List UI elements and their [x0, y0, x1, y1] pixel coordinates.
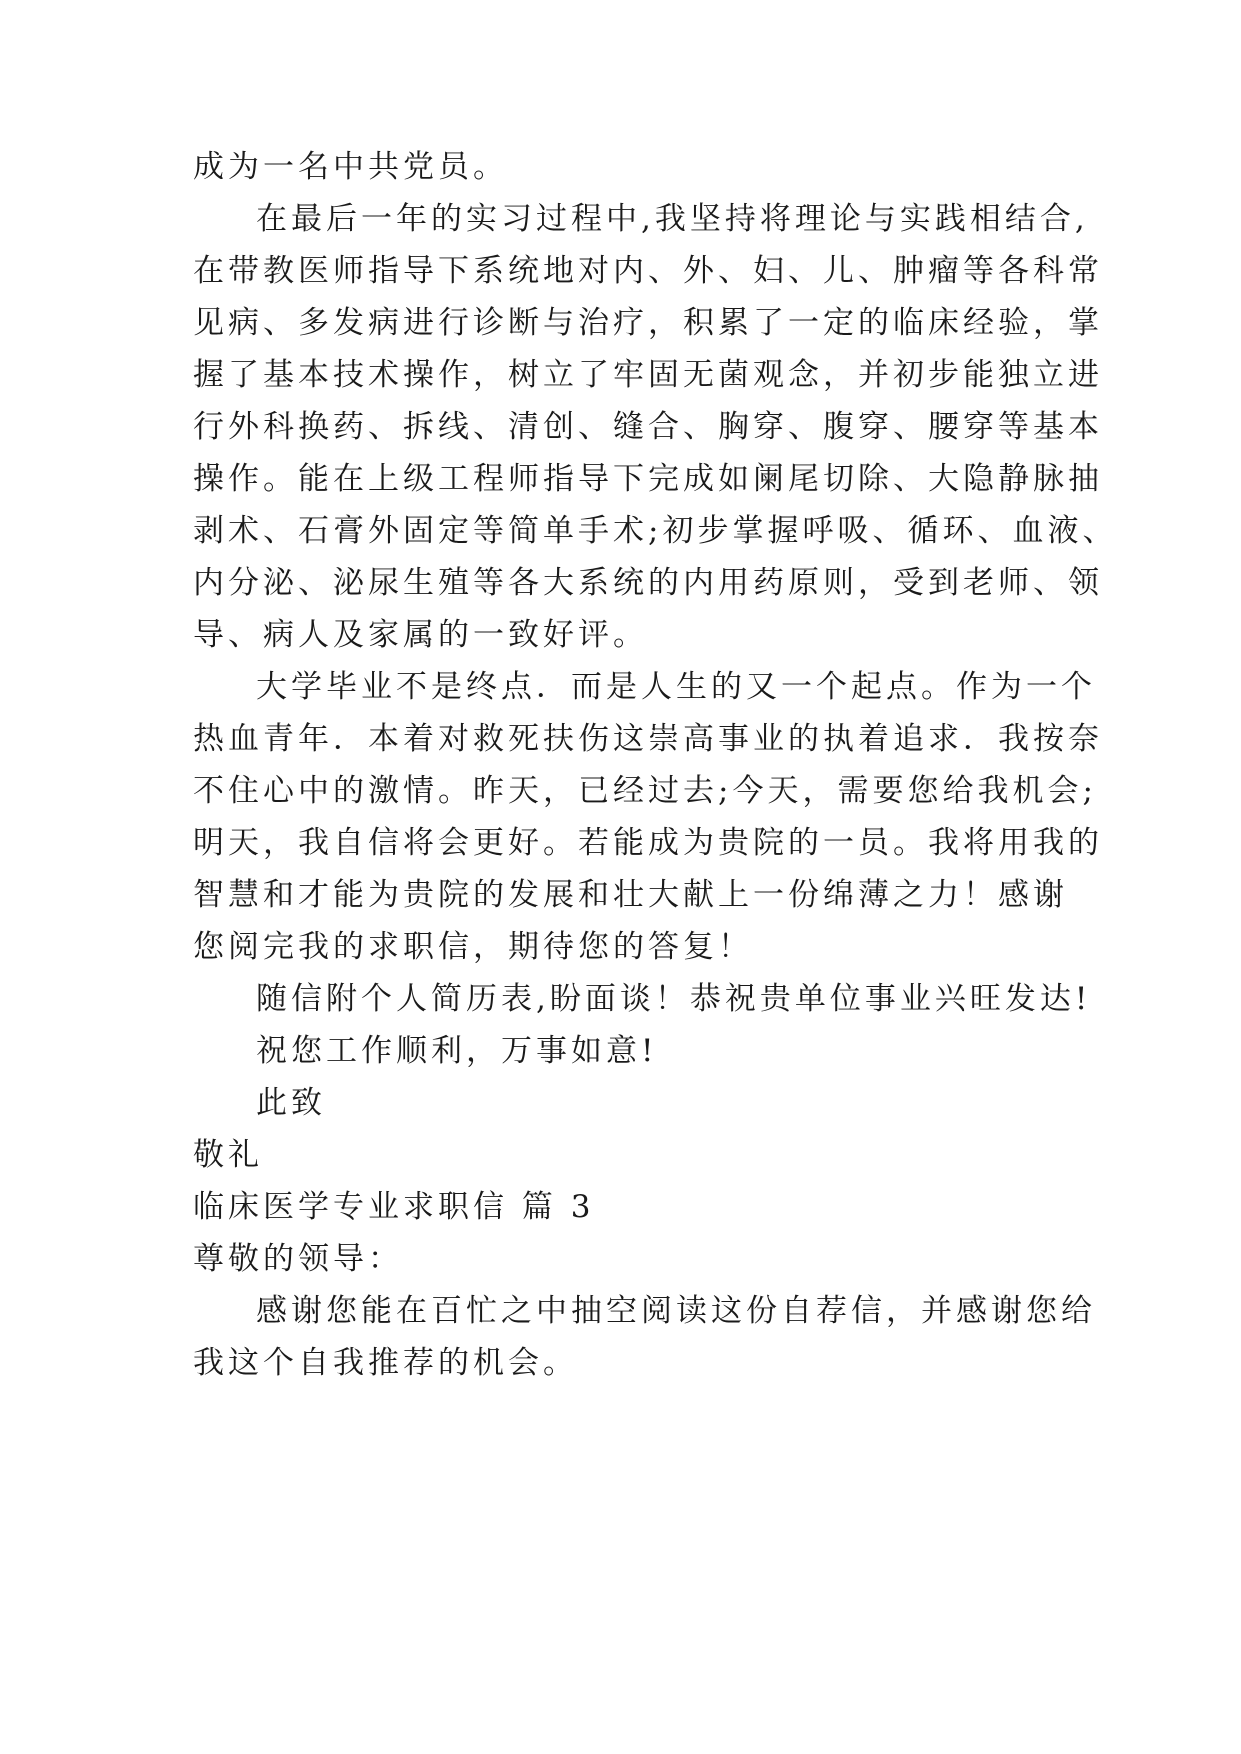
salutation: 尊敬的领导： — [193, 1241, 403, 1277]
text-line: 剥术、石膏外固定等简单手术;初步掌握呼吸、循环、血液、 — [193, 513, 1118, 549]
text-line: 祝您工作顺利，万事如意! — [256, 1033, 658, 1069]
section-heading: 临床医学专业求职信 篇 3 — [193, 1189, 595, 1225]
text-line: 不住心中的激情。昨天，已经过去;今天，需要您给我机会; — [193, 773, 1097, 809]
text-line: 感谢您能在百忙之中抽空阅读这份自荐信，并感谢您给 — [256, 1293, 1096, 1329]
text-line: 操作。能在上级工程师指导下完成如阑尾切除、大隐静脉抽 — [193, 461, 1103, 497]
text-line: 随信附个人简历表,盼面谈！恭祝贵单位事业兴旺发达! — [256, 981, 1092, 1017]
text-line: 敬礼 — [193, 1137, 263, 1173]
text-line: 在最后一年的实习过程中,我坚持将理论与实践相结合, — [256, 201, 1089, 237]
text-line: 握了基本技术操作，树立了牢固无菌观念，并初步能独立进 — [193, 357, 1103, 393]
text-line: 内分泌、泌尿生殖等各大系统的内用药原则，受到老师、领 — [193, 565, 1103, 601]
text-line: 智慧和才能为贵院的发展和壮大献上一份绵薄之力！感谢 — [193, 877, 1068, 913]
text-line: 热血青年．本着对救死扶伤这崇高事业的执着追求．我按奈 — [193, 721, 1103, 757]
text-line: 导、病人及家属的一致好评。 — [193, 617, 648, 653]
text-line: 此致 — [256, 1085, 326, 1121]
text-line: 成为一名中共党员。 — [193, 149, 508, 185]
text-line: 见病、多发病进行诊断与治疗，积累了一定的临床经验，掌 — [193, 305, 1103, 341]
text-line: 行外科换药、拆线、清创、缝合、胸穿、腹穿、腰穿等基本 — [193, 409, 1103, 445]
text-line: 我这个自我推荐的机会。 — [193, 1345, 578, 1381]
text-line: 大学毕业不是终点．而是人生的又一个起点。作为一个 — [256, 669, 1096, 705]
text-line: 您阅完我的求职信，期待您的答复！ — [193, 929, 753, 965]
text-line: 明天，我自信将会更好。若能成为贵院的一员。我将用我的 — [193, 825, 1103, 861]
text-line: 在带教医师指导下系统地对内、外、妇、儿、肿瘤等各科常 — [193, 253, 1103, 289]
